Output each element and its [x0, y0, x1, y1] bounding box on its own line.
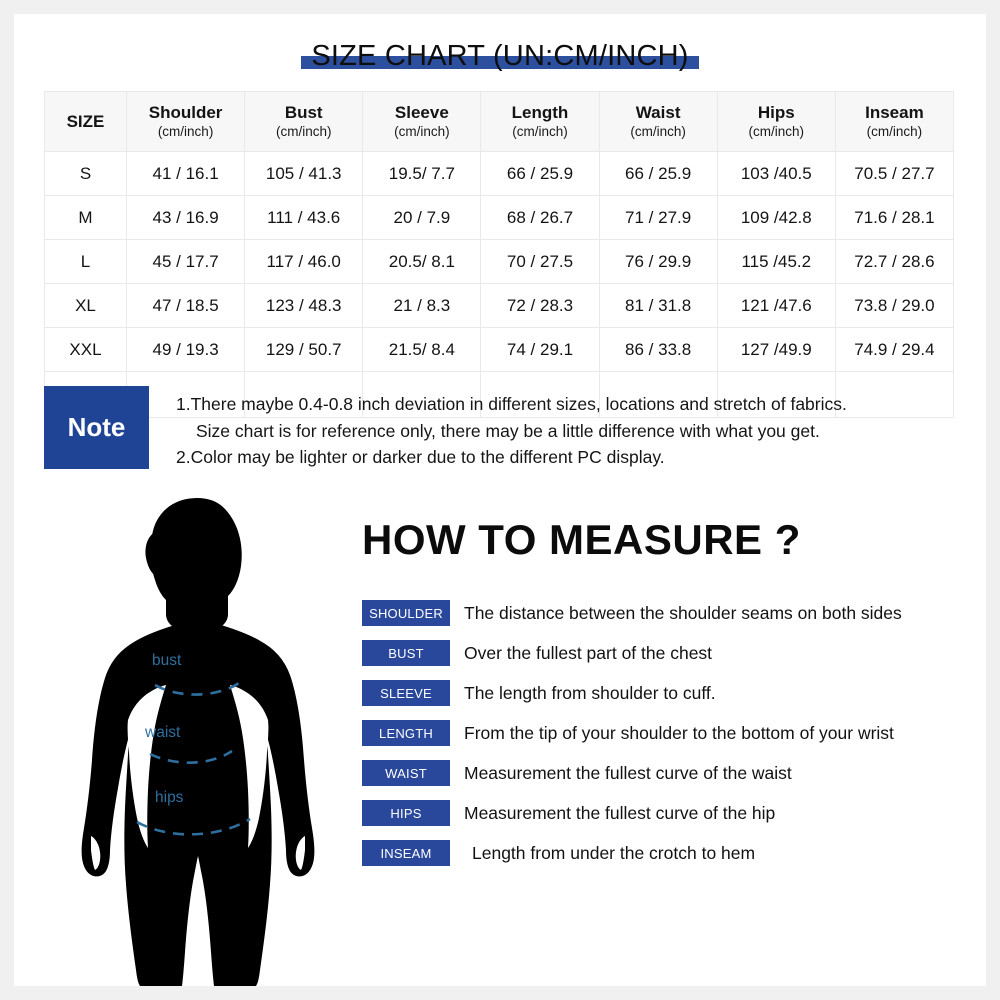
cell-waist: 71 / 27.9	[599, 196, 717, 240]
cell-shoulder: 41 / 16.1	[127, 152, 245, 196]
page-title-text: SIZE CHART (UN:CM/INCH)	[311, 39, 689, 72]
body-label-bust: bust	[152, 652, 182, 669]
measure-badge-hips: HIPS	[362, 800, 450, 826]
measure-badge-bust: BUST	[362, 640, 450, 666]
column-header-inseam	[835, 92, 953, 152]
cell-shoulder: 47 / 18.5	[127, 284, 245, 328]
column-header-length-sub: (cm/inch)	[512, 123, 568, 139]
cell-inseam: 73.8 / 29.0	[835, 284, 953, 328]
measure-desc-waist: Measurement the fullest curve of the waist	[464, 762, 792, 783]
column-header-length-main: Length	[511, 102, 569, 122]
table-row	[45, 328, 954, 372]
column-header-waist-main: Waist	[635, 102, 681, 122]
cell-bust: 105 / 41.3	[245, 152, 363, 196]
cell-sleeve: 21 / 8.3	[363, 284, 481, 328]
column-header-shoulder	[127, 92, 245, 152]
measure-row-bust	[362, 633, 962, 673]
cell-hips: 121 /47.6	[717, 284, 835, 328]
column-header-shoulder-sub: (cm/inch)	[157, 123, 214, 139]
cell-shoulder: 43 / 16.9	[127, 196, 245, 240]
column-header-sleeve-sub: (cm/inch)	[394, 123, 450, 139]
measure-row-sleeve	[362, 673, 962, 713]
size-chart-table	[44, 91, 954, 418]
column-header-size	[45, 92, 127, 152]
column-header-bust	[245, 92, 363, 152]
column-header-sleeve-main: Sleeve	[394, 102, 449, 122]
cell-inseam: 72.7 / 28.6	[835, 240, 953, 284]
column-header-bust-sub: (cm/inch)	[275, 123, 332, 139]
cell-sleeve: 19.5/ 7.7	[363, 152, 481, 196]
measure-desc-shoulder: The distance between the shoulder seams on both sides	[464, 602, 902, 623]
cell-sleeve: 20 / 7.9	[363, 196, 481, 240]
cell-length: 70 / 27.5	[481, 240, 599, 284]
measure-desc-bust: Over the fullest part of the chest	[464, 642, 713, 663]
cell-sleeve: 20.5/ 8.1	[363, 240, 481, 284]
cell-size: S	[45, 152, 127, 196]
body-silhouette-figure	[52, 492, 342, 986]
table-row	[45, 152, 954, 196]
column-header-waist	[599, 92, 717, 152]
cell-bust: 123 / 48.3	[245, 284, 363, 328]
page-title	[14, 30, 986, 82]
cell-length: 74 / 29.1	[481, 328, 599, 372]
body-label-waist: waist	[145, 724, 181, 741]
note-block	[44, 386, 954, 471]
cell-length: 66 / 25.9	[481, 152, 599, 196]
cell-hips: 109 /42.8	[717, 196, 835, 240]
cell-size: XL	[45, 284, 127, 328]
note-line-1: 1.There maybe 0.4-0.8 inch deviation in different sizes, locations and stretch of fabrics.	[176, 394, 847, 414]
cell-inseam: 74.9 / 29.4	[835, 328, 953, 372]
cell-hips: 127 /49.9	[717, 328, 835, 372]
measure-badge-waist: WAIST	[362, 760, 450, 786]
measure-badge-shoulder: SHOULDER	[362, 600, 450, 626]
column-header-hips-sub: (cm/inch)	[748, 123, 805, 139]
cell-inseam: 71.6 / 28.1	[835, 196, 953, 240]
column-header-inseam-main: Inseam	[865, 102, 924, 122]
cell-inseam: 70.5 / 27.7	[835, 152, 953, 196]
column-header-hips-main: Hips	[757, 102, 795, 122]
measure-row-length	[362, 713, 962, 753]
table-row	[45, 284, 954, 328]
cell-bust: 111 / 43.6	[245, 196, 363, 240]
table-header-row	[45, 92, 954, 152]
page-title-inner	[301, 40, 698, 73]
column-header-inseam-sub: (cm/inch)	[866, 123, 923, 139]
column-header-shoulder-main: Shoulder	[148, 102, 223, 122]
measure-desc-length: From the tip of your shoulder to the bottom of your wrist	[464, 722, 894, 743]
cell-size: M	[45, 196, 127, 240]
cell-shoulder: 49 / 19.3	[127, 328, 245, 372]
how-to-measure-section	[362, 516, 962, 873]
measure-row-hips	[362, 793, 962, 833]
cell-length: 72 / 28.3	[481, 284, 599, 328]
measure-row-shoulder	[362, 593, 962, 633]
cell-hips: 103 /40.5	[717, 152, 835, 196]
note-line-2: Size chart is for reference only, there may be a little difference with what you get.	[196, 420, 820, 441]
measure-badge-length: LENGTH	[362, 720, 450, 746]
cell-hips: 115 /45.2	[717, 240, 835, 284]
measure-desc-inseam: Length from under the crotch to hem	[472, 842, 756, 863]
cell-size: XXL	[45, 328, 127, 372]
table-row	[45, 196, 954, 240]
column-header-hips	[717, 92, 835, 152]
note-text-group	[176, 386, 847, 471]
cell-waist: 86 / 33.8	[599, 328, 717, 372]
note-line-3: 2.Color may be lighter or darker due to the different PC display.	[176, 447, 665, 468]
measure-row-waist	[362, 753, 962, 793]
cell-waist: 76 / 29.9	[599, 240, 717, 284]
how-to-measure-heading: HOW TO MEASURE ?	[362, 516, 801, 563]
cell-size: L	[45, 240, 127, 284]
body-silhouette-icon	[52, 492, 342, 986]
body-label-hips: hips	[155, 789, 184, 806]
column-header-sleeve	[363, 92, 481, 152]
table-row	[45, 240, 954, 284]
measure-row-inseam	[362, 833, 962, 873]
size-chart-card	[14, 14, 986, 986]
note-badge: Note	[44, 386, 149, 469]
cell-bust: 129 / 50.7	[245, 328, 363, 372]
cell-length: 68 / 26.7	[481, 196, 599, 240]
column-header-size-main: SIZE	[66, 111, 105, 131]
measure-badge-inseam: INSEAM	[362, 840, 450, 866]
measure-badge-sleeve: SLEEVE	[362, 680, 450, 706]
cell-shoulder: 45 / 17.7	[127, 240, 245, 284]
table-header	[45, 92, 954, 152]
measure-desc-hips: Measurement the fullest curve of the hip	[464, 802, 776, 823]
column-header-waist-sub: (cm/inch)	[630, 123, 686, 139]
cell-sleeve: 21.5/ 8.4	[363, 328, 481, 372]
table-body	[45, 152, 954, 418]
cell-bust: 117 / 46.0	[245, 240, 363, 284]
cell-waist: 81 / 31.8	[599, 284, 717, 328]
column-header-length	[481, 92, 599, 152]
column-header-bust-main: Bust	[284, 102, 323, 122]
cell-waist: 66 / 25.9	[599, 152, 717, 196]
measure-desc-sleeve: The length from shoulder to cuff.	[464, 682, 716, 703]
